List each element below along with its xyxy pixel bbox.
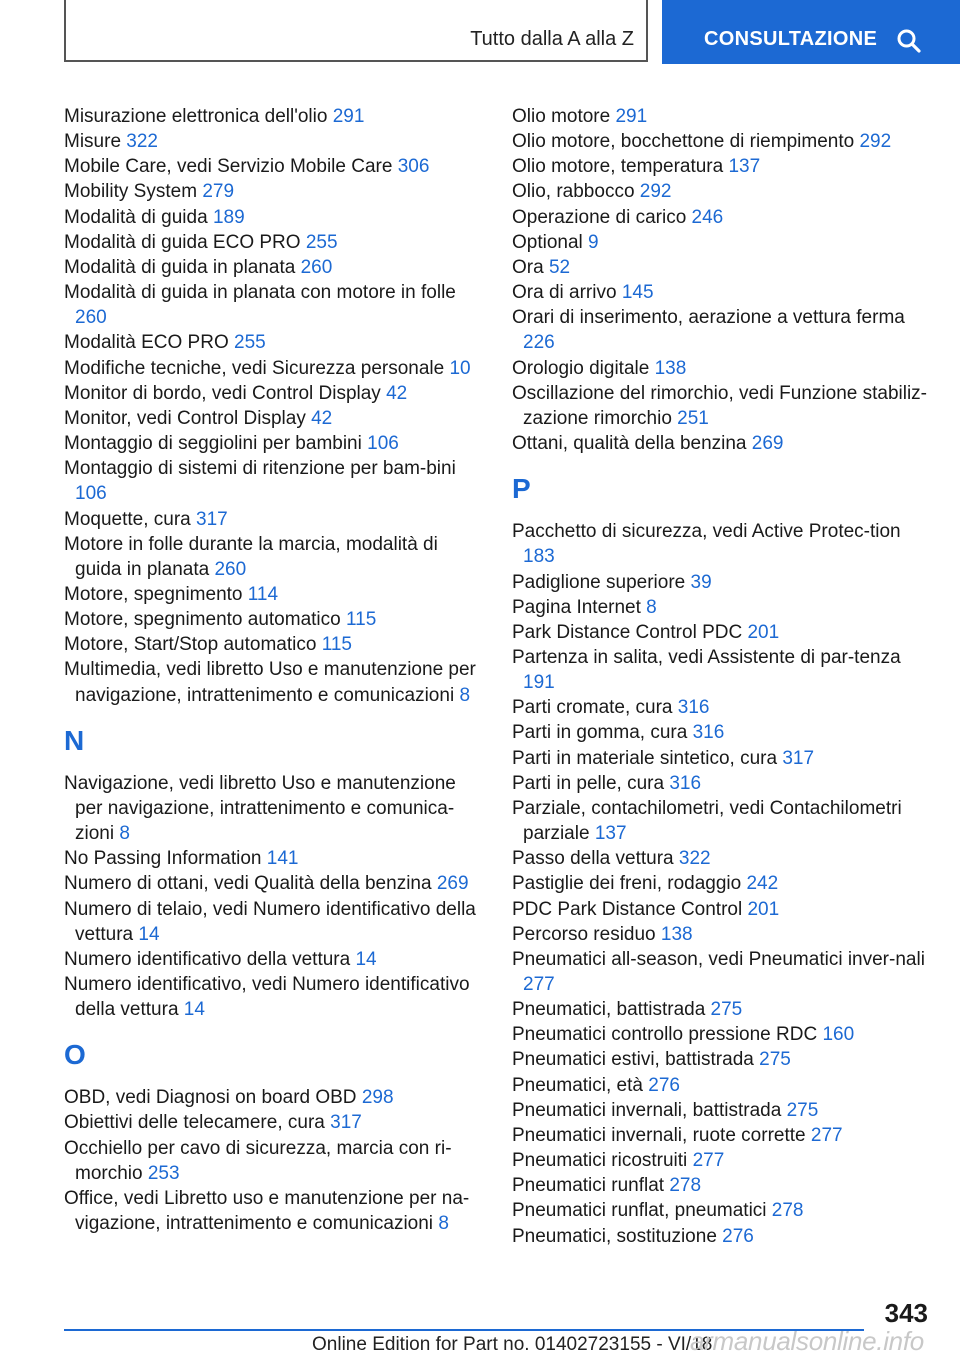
index-entry	[64, 1085, 484, 1110]
page-reference-link[interactable]: 253	[147, 1162, 180, 1184]
index-entry-text: Optional	[512, 231, 589, 253]
index-entry	[64, 582, 484, 607]
index-entry-text: Motore, Start/Stop automatico	[64, 634, 322, 656]
index-entry-text: Pneumatici runflat	[512, 1175, 670, 1197]
index-letter-heading: N	[64, 724, 85, 756]
index-entry	[512, 381, 932, 431]
page-reference-link[interactable]: 276	[722, 1225, 754, 1247]
index-entry	[64, 205, 484, 230]
page-reference-link[interactable]: 8	[119, 823, 130, 845]
index-entry	[512, 771, 932, 796]
index-entry-text: Motore, spegnimento automatico	[64, 609, 346, 631]
footer-edition-text: Online Edition for Part no. 01402723155 - VI/18	[312, 1334, 713, 1355]
page-reference-link[interactable]: 322	[678, 848, 711, 870]
page-reference-link[interactable]: 292	[859, 131, 892, 153]
index-entry	[64, 846, 484, 871]
page-reference-link[interactable]: 201	[747, 898, 780, 920]
index-entry-text: Obiettivi delle telecamere, cura	[64, 1112, 331, 1134]
page-reference-link[interactable]: 226	[523, 332, 555, 354]
page-reference-link[interactable]: 106	[75, 483, 107, 505]
page-reference-link[interactable]: 279	[202, 181, 235, 203]
page-reference-link[interactable]: 191	[523, 672, 555, 694]
index-entry-text: Montaggio di sistemi di ritenzione per bam‐bini	[64, 458, 456, 480]
index-entry	[64, 972, 484, 1022]
page-reference-link[interactable]: 145	[621, 282, 654, 304]
index-entry	[64, 897, 484, 947]
page-reference-link[interactable]: 242	[746, 873, 779, 895]
index-entry	[64, 1110, 484, 1135]
index-entry	[512, 846, 932, 871]
index-entry-text: Pneumatici all-season, vedi Pneumatici inver‐nali	[512, 948, 925, 970]
index-entry-text: Pneumatici invernali, battistrada	[512, 1099, 787, 1121]
index-entry	[64, 632, 484, 657]
consultazione-tab[interactable]	[662, 0, 960, 64]
index-entry-text: Pneumatici ricostruiti	[512, 1150, 693, 1172]
index-entry-text: Pneumatici runflat, pneumatici	[512, 1200, 772, 1222]
page-reference-link[interactable]: 260	[300, 256, 333, 278]
page-reference-link[interactable]: 316	[669, 772, 702, 794]
index-entry	[64, 431, 484, 456]
page-reference-link[interactable]: 201	[747, 621, 780, 643]
page-reference-link[interactable]: 8	[459, 684, 471, 706]
page-reference-link[interactable]: 114	[247, 583, 279, 605]
page-reference-link[interactable]: 137	[594, 823, 627, 845]
index-entry	[512, 1123, 932, 1148]
index-entry-text: OBD, vedi Diagnosi on board OBD	[64, 1087, 362, 1109]
index-entry-text: Numero identificativo, vedi Numero identificativo della vettura	[64, 974, 470, 1021]
page-reference-link[interactable]: 8	[646, 596, 657, 618]
search-icon[interactable]	[896, 28, 922, 54]
index-entry	[512, 570, 932, 595]
index-entry	[512, 922, 932, 947]
index-entry-text: Motore in folle durante la marcia, modalità di guida in planata	[64, 533, 438, 580]
page-reference-link[interactable]: 291	[615, 106, 648, 127]
index-entry-text: Montaggio di seggiolini per bambini	[64, 433, 368, 455]
index-entry-text: Pneumatici controllo pressione RDC	[512, 1024, 823, 1046]
index-entry-text: Motore, spegnimento	[64, 583, 248, 605]
index-entry	[512, 595, 932, 620]
index-entry	[64, 657, 484, 707]
page-reference-link[interactable]: 317	[196, 508, 228, 530]
index-entry	[64, 771, 484, 846]
page-reference-link[interactable]: 141	[266, 848, 299, 870]
index-entry	[64, 154, 484, 179]
index-entry-text: Pneumatici, età	[512, 1074, 649, 1096]
index-entry-text: Modifiche tecniche, vedi Sicurezza personale	[64, 357, 450, 379]
page-number: 343	[884, 1298, 928, 1328]
index-entry	[512, 104, 932, 129]
page-reference-link[interactable]: 317	[330, 1112, 362, 1134]
page-reference-link[interactable]: 277	[523, 974, 555, 995]
index-entry-text: Operazione di carico	[512, 206, 692, 228]
page-reference-link[interactable]: 306	[397, 156, 430, 178]
index-entry	[512, 154, 932, 179]
index-entry	[64, 381, 484, 406]
index-entry-text: Multimedia, vedi libretto Uso e manutenzione per navigazione, intrattenimento e comunicazioni	[64, 659, 476, 706]
index-entry	[64, 507, 484, 532]
index-entry	[512, 871, 932, 896]
page-reference-link[interactable]: 316	[677, 697, 710, 719]
index-entry	[64, 947, 484, 972]
index-entry-text: Pastiglie dei freni, rodaggio	[512, 873, 747, 895]
index-entry-text: Orologio digitale	[512, 357, 655, 379]
page-reference-link[interactable]: 317	[782, 747, 815, 769]
page-reference-link[interactable]: 260	[75, 307, 107, 329]
page-reference-link[interactable]: 277	[692, 1150, 725, 1172]
index-entry-text: Pagina Internet	[512, 596, 647, 618]
index-letter-heading: P	[512, 473, 531, 505]
page-reference-link[interactable]: 189	[212, 206, 245, 228]
index-entry	[512, 255, 932, 280]
index-entry	[512, 1224, 932, 1249]
page-reference-link[interactable]: 246	[691, 206, 724, 228]
page-reference-link[interactable]: 160	[822, 1024, 855, 1046]
index-entry	[64, 255, 484, 280]
page-reference-link[interactable]: 138	[654, 357, 687, 379]
index-column-right	[512, 104, 932, 1249]
index-entry	[64, 871, 484, 896]
index-entry	[64, 406, 484, 431]
index-entry	[512, 356, 932, 381]
index-entry	[512, 280, 932, 305]
index-entry	[64, 104, 484, 129]
index-entry-text: Moquette, cura	[64, 508, 197, 530]
index-entry	[512, 1098, 932, 1123]
index-entry-text: No Passing Information	[64, 848, 267, 870]
index-entry	[64, 1186, 484, 1236]
index-entry-text: Percorso residuo	[512, 923, 661, 945]
page-reference-link[interactable]: 137	[728, 156, 761, 178]
index-entry-text: Orari di inserimento, aerazione a vettura ferma	[512, 307, 905, 329]
index-entry	[512, 720, 932, 745]
index-entry-text: Occhiello per cavo di sicurezza, marcia con ri‐morchio	[64, 1137, 452, 1184]
index-entry-text: Modalità di guida	[64, 206, 213, 228]
page-reference-link[interactable]: 291	[332, 106, 365, 127]
index-entry-text: Parti in gomma, cura	[512, 722, 693, 744]
page-reference-link[interactable]: 183	[523, 546, 555, 568]
page-reference-link[interactable]: 298	[361, 1087, 394, 1109]
page-reference-link[interactable]: 138	[660, 923, 693, 945]
index-entry	[512, 519, 932, 569]
index-entry-text: Olio motore, temperatura	[512, 156, 729, 178]
index-entry-text: Numero identificativo della vettura	[64, 948, 356, 970]
page-reference-link[interactable]: 42	[386, 382, 408, 404]
index-entry	[64, 607, 484, 632]
watermark: armanualsonline.info	[690, 1326, 924, 1356]
page-reference-link[interactable]: 269	[436, 873, 469, 895]
index-entry	[512, 897, 932, 922]
index-entry	[512, 1073, 932, 1098]
index-entry	[512, 179, 932, 204]
index-entry-text: Partenza in salita, vedi Assistente di par‐tenza	[512, 646, 901, 668]
page-reference-link[interactable]: 115	[346, 609, 377, 631]
index-entry	[512, 645, 932, 695]
index-entry	[64, 356, 484, 381]
index-entry	[512, 1022, 932, 1047]
index-entry	[64, 280, 484, 330]
index-entry	[64, 1136, 484, 1186]
page-reference-link[interactable]: 278	[669, 1175, 702, 1197]
page-reference-link[interactable]: 275	[759, 1049, 791, 1071]
index-entry	[512, 746, 932, 771]
index-entry-text: Olio, rabbocco	[512, 181, 640, 203]
index-entry	[512, 947, 932, 997]
page-reference-link[interactable]: 292	[639, 181, 672, 203]
index-entry-text: Navigazione, vedi libretto Uso e manutenzione per navigazione, intrattenimento e comunica‐zioni	[64, 772, 456, 845]
index-entry	[64, 532, 484, 582]
index-entry-text: Olio motore, bocchettone di riempimento	[512, 131, 860, 153]
page-reference-link[interactable]: 277	[810, 1124, 843, 1146]
page-reference-link[interactable]: 14	[183, 999, 205, 1021]
index-entry-text: Numero di ottani, vedi Qualità della benzina	[64, 873, 437, 895]
page-reference-link[interactable]: 269	[751, 433, 784, 455]
page-reference-link[interactable]: 106	[367, 433, 399, 455]
index-letter-heading: O	[64, 1039, 86, 1071]
page-reference-link[interactable]: 322	[126, 131, 158, 153]
index-entry-text: Olio motore	[512, 106, 616, 127]
index-entry-text: Parti in pelle, cura	[512, 772, 670, 794]
page-reference-link[interactable]: 278	[771, 1200, 804, 1222]
page-reference-link[interactable]: 255	[234, 332, 266, 354]
index-entry-text: Parti in materiale sintetico, cura	[512, 747, 783, 769]
page-reference-link[interactable]: 255	[305, 231, 338, 253]
index-entry	[512, 620, 932, 645]
index-entry-text: Misure	[64, 131, 127, 153]
index-entry	[512, 305, 932, 355]
index-entry	[512, 230, 932, 255]
index-entry	[512, 1173, 932, 1198]
index-entry-text: Oscillazione del rimorchio, vedi Funzione stabiliz‐zazione rimorchio	[512, 382, 928, 429]
index-entry-text: Monitor, vedi Control Display	[64, 407, 312, 429]
index-entry	[64, 179, 484, 204]
index-entry-text: Modalità di guida in planata	[64, 256, 301, 278]
index-entry	[512, 796, 932, 846]
page-reference-link[interactable]: 14	[138, 923, 160, 945]
index-entry-text: Passo della vettura	[512, 848, 679, 870]
index-entry-text: Parziale, contachilometri, vedi Contachilometri parziale	[512, 797, 902, 845]
index-entry-text: Pneumatici, battistrada	[512, 999, 711, 1021]
index-entry-text: Monitor di bordo, vedi Control Display	[64, 382, 387, 404]
index-entry	[64, 230, 484, 255]
index-entry	[512, 1198, 932, 1223]
page-reference-link[interactable]: 276	[648, 1074, 680, 1096]
index-entry-text: Numero di telaio, vedi Numero identificativo della vettura	[64, 898, 476, 945]
index-entry-text: Office, vedi Libretto uso e manutenzione per na‐vigazione, intrattenimento e comunicazioni	[64, 1187, 470, 1235]
index-entry	[512, 997, 932, 1022]
index-entry-text: Park Distance Control PDC	[512, 621, 748, 643]
index-entry	[64, 129, 484, 154]
index-entry	[512, 1047, 932, 1072]
index-entry	[512, 1148, 932, 1173]
page-reference-link[interactable]: 42	[311, 407, 333, 429]
index-entry	[64, 330, 484, 355]
page-reference-link[interactable]: 52	[548, 256, 571, 278]
index-entry-text: Mobility System	[64, 181, 203, 203]
page-header	[0, 0, 960, 66]
index-entry-text: Ottani, qualità della benzina	[512, 433, 752, 455]
index-entry-text: Padiglione superiore	[512, 571, 691, 593]
index-entry-text: Parti cromate, cura	[512, 697, 678, 719]
index-entry-text: Ora	[512, 256, 549, 278]
index-entry-text: Mobile Care, vedi Servizio Mobile Care	[64, 156, 398, 178]
page-reference-link[interactable]: 260	[214, 558, 247, 580]
index-entry-text: Misurazione elettronica dell'olio	[64, 106, 333, 127]
index-entry-text: Ora di arrivo	[512, 282, 622, 304]
index-entry-text: PDC Park Distance Control	[512, 898, 748, 920]
index-entry	[512, 695, 932, 720]
page-reference-link[interactable]: 115	[321, 634, 352, 656]
page-reference-link[interactable]: 316	[692, 722, 725, 744]
section-tab-label: Tutto dalla A alla Z	[470, 28, 634, 50]
index-entry-text: Pacchetto di sicurezza, vedi Active Protec‐tion	[512, 521, 901, 543]
page-reference-link[interactable]: 275	[786, 1099, 819, 1121]
index-entry-text: Modalità di guida in planata con motore in folle	[64, 282, 456, 304]
section-tab[interactable]	[64, 0, 648, 62]
index-column-left	[64, 104, 484, 1236]
page-reference-link[interactable]: 275	[710, 999, 743, 1021]
page-reference-link[interactable]: 10	[449, 357, 471, 379]
index-entry	[512, 129, 932, 154]
page-reference-link[interactable]: 8	[438, 1213, 449, 1235]
page-reference-link[interactable]: 251	[677, 407, 709, 429]
index-entry-text: Modalità di guida ECO PRO	[64, 231, 306, 253]
page-reference-link[interactable]: 39	[690, 571, 712, 593]
page-reference-link[interactable]: 9	[588, 231, 599, 253]
consultazione-tab-label: CONSULTAZIONE	[704, 28, 878, 50]
index-entry	[64, 456, 484, 506]
index-entry	[512, 205, 932, 230]
index-entry-text: Pneumatici estivi, battistrada	[512, 1049, 760, 1071]
index-entry	[512, 431, 932, 456]
index-entry-text: Pneumatici invernali, ruote corrette	[512, 1124, 811, 1146]
index-entry-text: Modalità ECO PRO	[64, 332, 234, 354]
index-entry-text: Pneumatici, sostituzione	[512, 1225, 723, 1247]
page-reference-link[interactable]: 14	[355, 948, 377, 970]
